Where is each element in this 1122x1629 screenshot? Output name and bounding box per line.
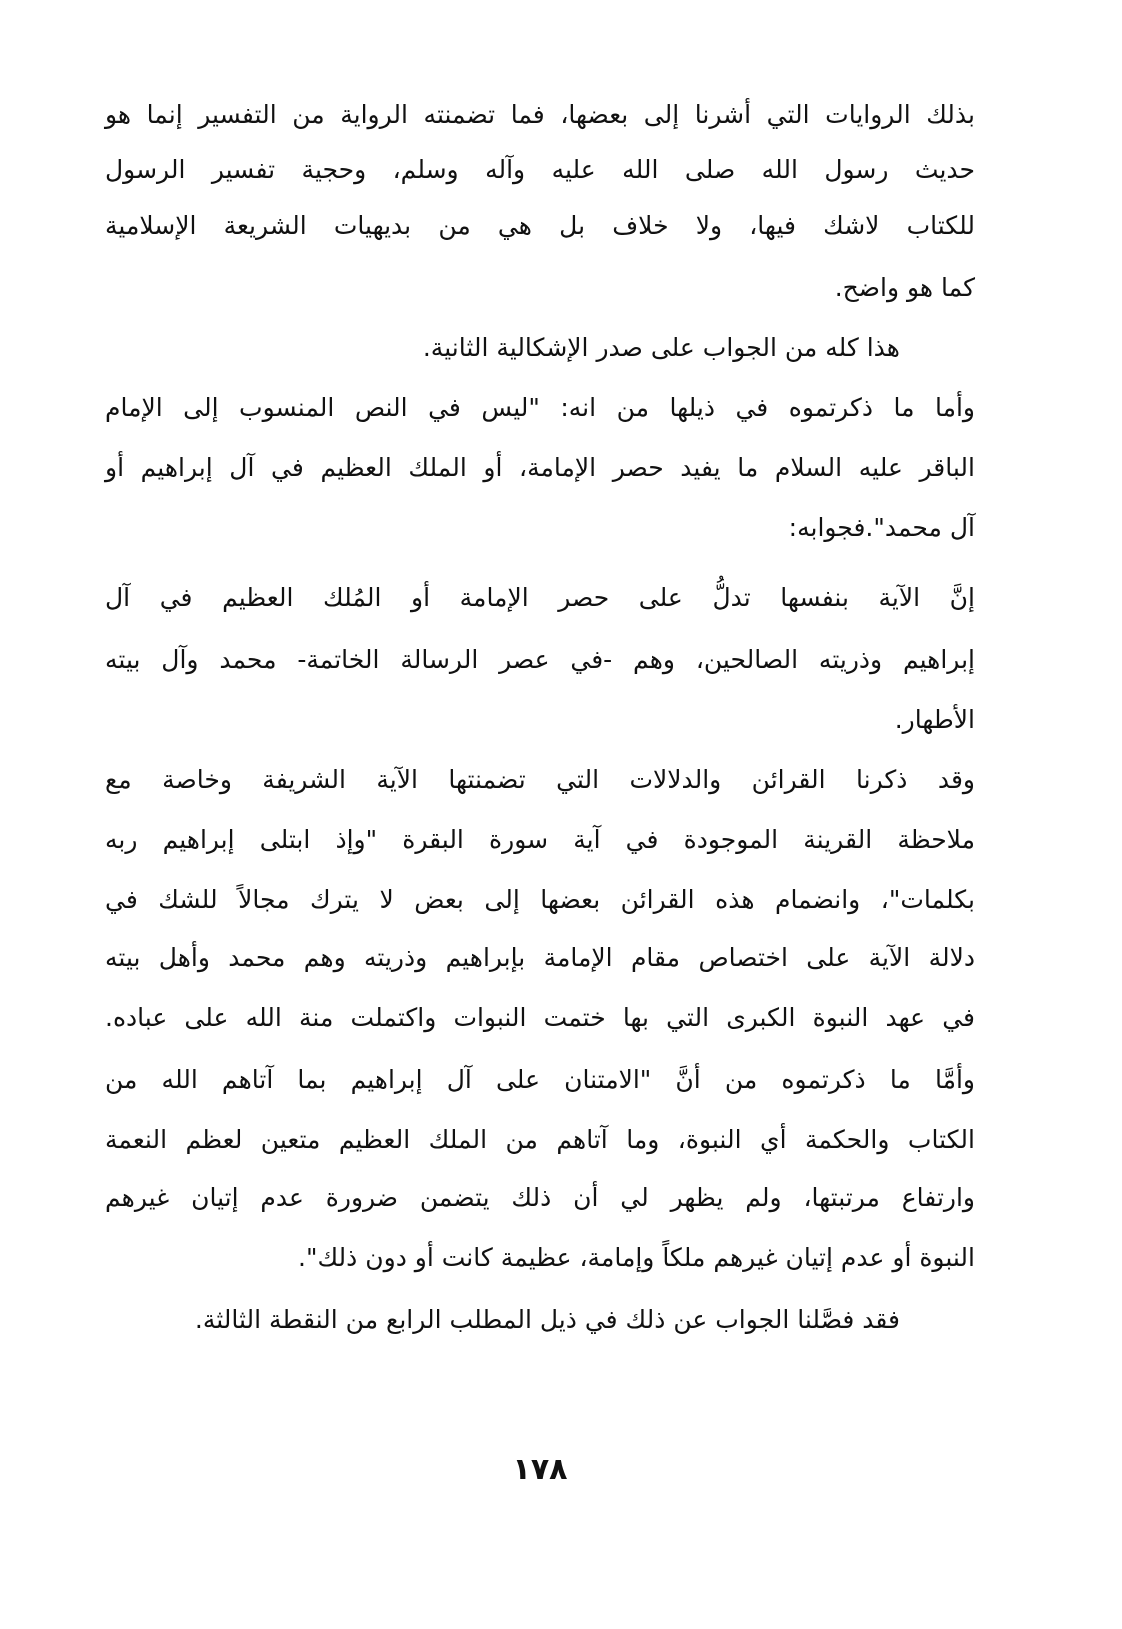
text-line: ملاحظة القرينة الموجودة في آية سورة البقرة "وإذ ابتلى إبراهيم ربه: [105, 825, 975, 854]
text-line: وقد ذكرنا القرائن والدلالات التي تضمنتها الآية الشريفة وخاصة مع: [105, 765, 975, 794]
text-line: كما هو واضح.: [834, 273, 975, 302]
text-line: إبراهيم وذريته الصالحين، وهم -في عصر الرسالة الخاتمة- محمد وآل بيته: [105, 645, 975, 674]
text-line: بكلمات"، وانضمام هذه القرائن بعضها إلى بعض لا يترك مجالاً للشك في: [105, 885, 975, 914]
text-line: بذلك الروايات التي أشرنا إلى بعضها، فما تضمنته الرواية من التفسير إنما هو: [105, 100, 975, 129]
text-line: الباقر عليه السلام ما يفيد حصر الإمامة، أو الملك العظيم في آل إبراهيم أو: [105, 453, 975, 482]
text-line: وأما ما ذكرتموه في ذيلها من انه: "ليس في النص المنسوب إلى الإمام: [105, 393, 975, 422]
text-line: النبوة أو عدم إتيان غيرهم ملكاً وإمامة، عظيمة كانت أو دون ذلك".: [298, 1243, 975, 1272]
page-number: ١٧٨: [512, 1452, 568, 1487]
text-line: هذا كله من الجواب على صدر الإشكالية الثانية.: [422, 333, 900, 362]
text-line: للكتاب لاشك فيها، ولا خلاف بل هي من بديهيات الشريعة الإسلامية: [105, 211, 975, 240]
text-line: وارتفاع مرتبتها، ولم يظهر لي أن ذلك يتضمن ضرورة عدم إتيان غيرهم: [105, 1183, 975, 1212]
text-line: حديث رسول الله صلى الله عليه وآله وسلم، وحجية تفسير الرسول: [105, 155, 975, 184]
text-line: فقد فصَّلنا الجواب عن ذلك في ذيل المطلب الرابع من النقطة الثالثة.: [194, 1305, 900, 1334]
text-line: دلالة الآية على اختصاص مقام الإمامة بإبراهيم وذريته وهم محمد وأهل بيته: [105, 943, 975, 972]
text-line: وأمَّا ما ذكرتموه من أنَّ "الامتنان على آل إبراهيم بما آتاهم الله من: [105, 1065, 975, 1094]
text-line: في عهد النبوة الكبرى التي بها ختمت النبوات واكتملت منة الله على عباده.: [105, 1003, 975, 1032]
text-line: الكتاب والحكمة أي النبوة، وما آتاهم من الملك العظيم متعين لعظم النعمة: [105, 1125, 975, 1154]
text-line: الأطهار.: [894, 705, 975, 734]
text-line: آل محمد".فجوابه:: [788, 513, 975, 542]
text-line: إنَّ الآية بنفسها تدلُّ على حصر الإمامة أو المُلك العظيم في آل: [105, 583, 975, 612]
